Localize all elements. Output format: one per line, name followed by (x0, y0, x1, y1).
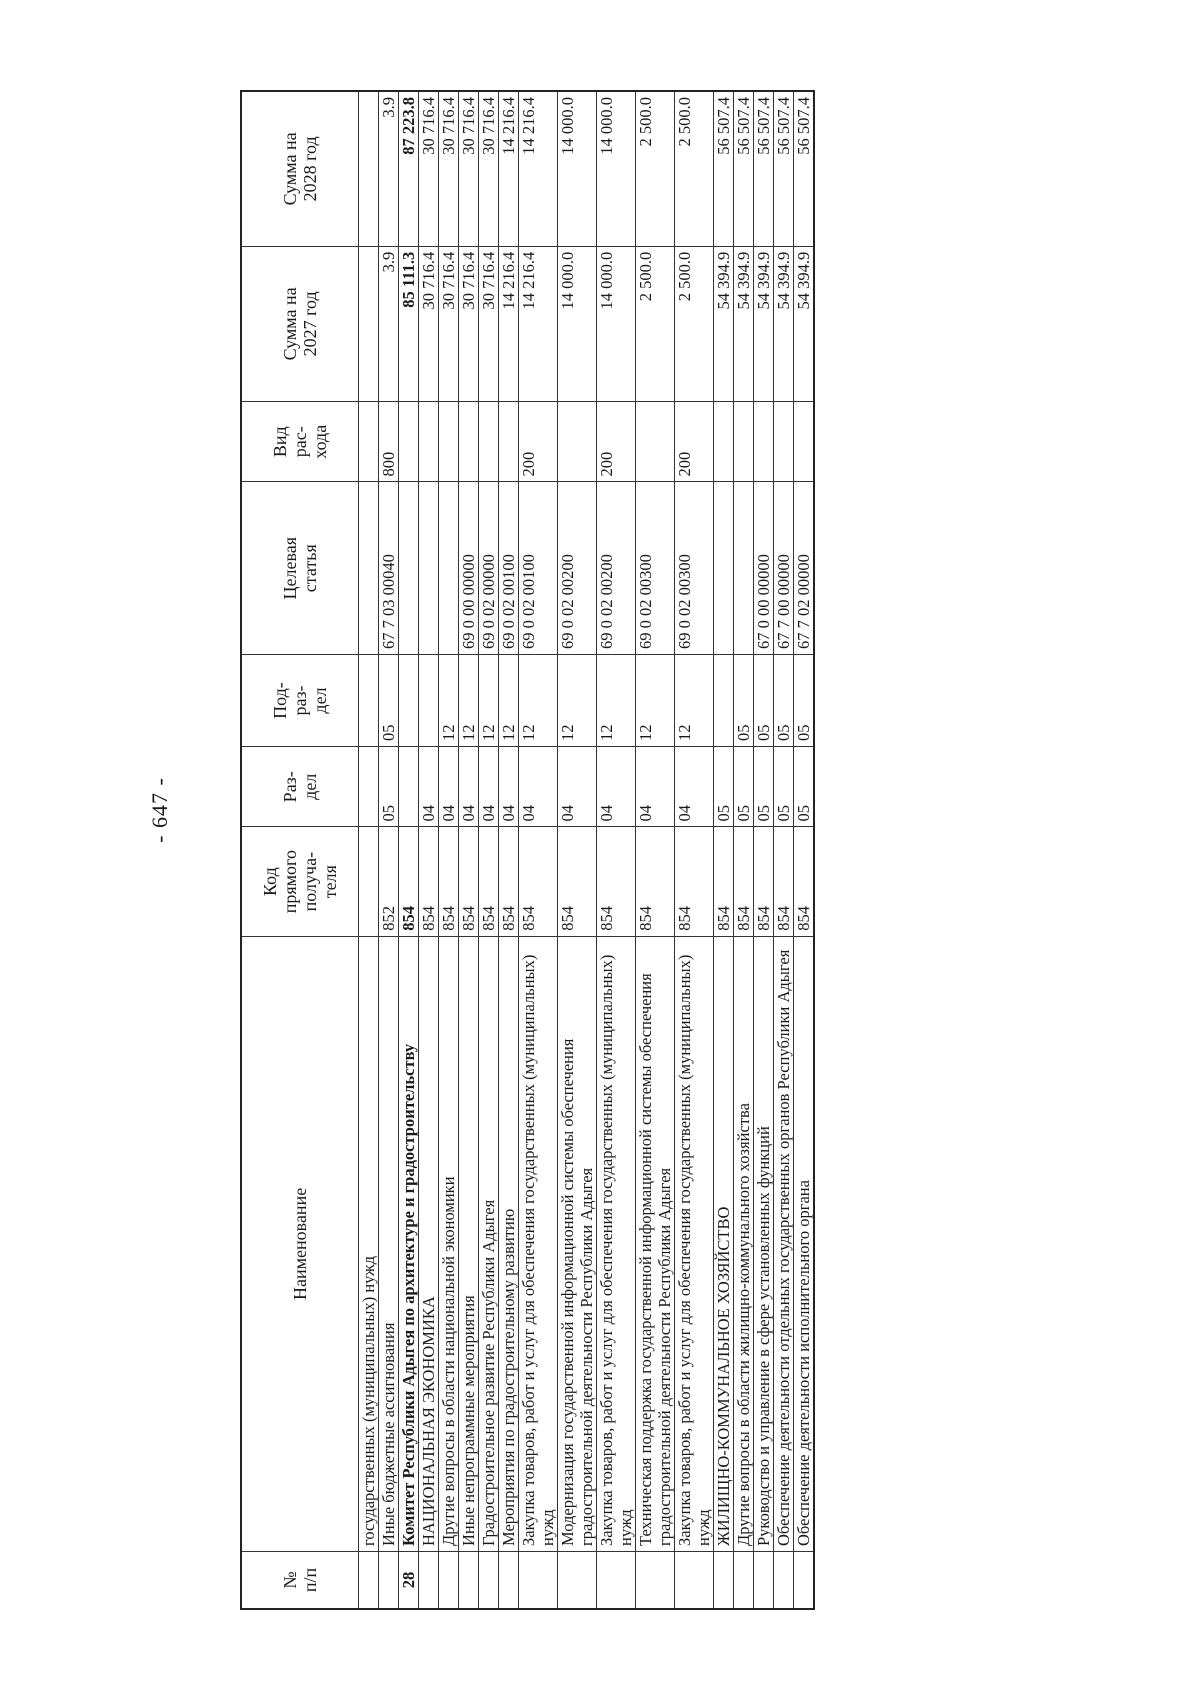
row-recipient-code: 854 (399, 827, 419, 936)
header-sum-2028: Сумма на 2028 год (241, 91, 359, 246)
row-target-article: 69 0 02 00100 (519, 482, 558, 655)
row-section: 04 (519, 747, 558, 828)
row-subsection: 05 (734, 655, 754, 747)
row-sum-2027: 14 000.0 (558, 246, 597, 401)
row-sum-2027: 2 500.0 (675, 246, 714, 401)
row-sum-2028: 14 216.4 (499, 91, 519, 246)
row-target-article (399, 482, 419, 655)
row-expense-type (479, 402, 499, 483)
row-section: 05 (734, 747, 754, 828)
row-name: государственных (муниципальных) нужд (359, 936, 379, 1551)
row-expense-type (419, 402, 439, 483)
row-recipient-code: 854 (558, 827, 597, 936)
row-recipient-code: 854 (479, 827, 499, 936)
row-subsection (359, 655, 379, 747)
row-name: Иные непрограммные мероприятия (459, 936, 479, 1551)
row-index (379, 1552, 399, 1610)
row-expense-type: 200 (597, 402, 636, 483)
row-sum-2028: 2 500.0 (636, 91, 675, 246)
row-target-article (439, 482, 459, 655)
row-target-article: 67 7 00 00000 (774, 482, 794, 655)
row-name: Градостроительное развитие Республики Адыгея (479, 936, 499, 1551)
row-section: 04 (439, 747, 459, 828)
row-sum-2027: 30 716.4 (459, 246, 479, 401)
row-recipient-code: 854 (794, 827, 815, 936)
table-row (636, 91, 675, 1609)
row-sum-2027: 2 500.0 (636, 246, 675, 401)
table-row (439, 91, 459, 1609)
row-sum-2027: 14 000.0 (597, 246, 636, 401)
row-target-article: 69 0 02 00000 (479, 482, 499, 655)
row-sum-2028: 2 500.0 (675, 91, 714, 246)
row-index (519, 1552, 558, 1610)
row-recipient-code (359, 827, 379, 936)
row-recipient-code: 854 (675, 827, 714, 936)
row-section: 05 (754, 747, 774, 828)
row-sum-2028: 30 716.4 (459, 91, 479, 246)
header-name: Наименование (241, 936, 359, 1551)
row-sum-2027: 30 716.4 (419, 246, 439, 401)
row-sum-2027: 54 394.9 (774, 246, 794, 401)
header-sum-2027: Сумма на 2027 год (241, 246, 359, 401)
row-subsection: 12 (439, 655, 459, 747)
row-name: Обеспечение деятельности исполнительного органа (794, 936, 815, 1551)
row-recipient-code: 854 (597, 827, 636, 936)
row-recipient-code: 854 (636, 827, 675, 936)
row-name: Комитет Республики Адыгея по архитектуре и градостроительству (399, 936, 419, 1551)
row-name: Обеспечение деятельности отдельных государственных органов Республики Адыгея (774, 936, 794, 1551)
row-sum-2028 (359, 91, 379, 246)
row-sum-2027: 54 394.9 (714, 246, 734, 401)
row-section (359, 747, 379, 828)
row-section: 05 (379, 747, 399, 828)
row-index (675, 1552, 714, 1610)
row-expense-type (359, 402, 379, 483)
row-recipient-code: 854 (734, 827, 754, 936)
table-header-row (241, 91, 359, 1609)
row-section: 04 (675, 747, 714, 828)
row-target-article: 67 0 00 00000 (754, 482, 774, 655)
row-subsection: 12 (597, 655, 636, 747)
row-index (359, 1552, 379, 1610)
row-name: Закупка товаров, работ и услуг для обеспечения государственных (муниципальных) нужд (597, 936, 636, 1551)
row-index (774, 1552, 794, 1610)
row-subsection: 12 (479, 655, 499, 747)
row-sum-2028: 87 223.8 (399, 91, 419, 246)
row-sum-2028: 30 716.4 (419, 91, 439, 246)
row-sum-2027: 14 216.4 (499, 246, 519, 401)
row-section: 04 (479, 747, 499, 828)
row-section: 04 (459, 747, 479, 828)
row-sum-2028: 3.9 (379, 91, 399, 246)
table-row (399, 91, 419, 1609)
row-subsection: 12 (675, 655, 714, 747)
table-row (499, 91, 519, 1609)
row-sum-2028: 56 507.4 (714, 91, 734, 246)
header-expense-type: Вид рас- хода (241, 402, 359, 483)
row-expense-type (714, 402, 734, 483)
row-subsection: 12 (519, 655, 558, 747)
header-target: Целевая статья (241, 482, 359, 655)
header-section: Раз- дел (241, 747, 359, 828)
row-name: Закупка товаров, работ и услуг для обеспечения государственных (муниципальных) нужд (675, 936, 714, 1551)
row-expense-type (734, 402, 754, 483)
row-subsection: 12 (459, 655, 479, 747)
row-section: 04 (558, 747, 597, 828)
row-sum-2027 (359, 246, 379, 401)
table-row (359, 91, 379, 1609)
table-row (754, 91, 774, 1609)
row-target-article: 67 7 02 00000 (794, 482, 815, 655)
row-expense-type (754, 402, 774, 483)
row-sum-2027: 54 394.9 (754, 246, 774, 401)
row-index (459, 1552, 479, 1610)
row-subsection: 12 (499, 655, 519, 747)
page-number: - 647 - (147, 777, 172, 843)
budget-table (240, 90, 815, 1610)
row-subsection: 05 (379, 655, 399, 747)
row-section: 04 (597, 747, 636, 828)
row-name: Техническая поддержка государственной информационной системы обеспечения градостроительной деятельности Республики Адыгея (636, 936, 675, 1551)
table-row (597, 91, 636, 1609)
table-row (714, 91, 734, 1609)
row-subsection (399, 655, 419, 747)
row-recipient-code: 854 (499, 827, 519, 936)
table-row (459, 91, 479, 1609)
row-target-article: 69 0 02 00200 (558, 482, 597, 655)
table-body (359, 91, 815, 1609)
row-expense-type: 200 (519, 402, 558, 483)
row-sum-2027: 30 716.4 (479, 246, 499, 401)
row-subsection: 12 (558, 655, 597, 747)
row-expense-type (774, 402, 794, 483)
row-name: ЖИЛИЩНО-КОММУНАЛЬНОЕ ХОЗЯЙСТВО (714, 936, 734, 1551)
table-row (419, 91, 439, 1609)
row-sum-2028: 30 716.4 (439, 91, 459, 246)
row-sum-2028: 14 216.4 (519, 91, 558, 246)
row-name: Другие вопросы в области жилищно-коммунального хозяйства (734, 936, 754, 1551)
row-sum-2028: 56 507.4 (734, 91, 754, 246)
row-sum-2028: 14 000.0 (597, 91, 636, 246)
row-recipient-code: 852 (379, 827, 399, 936)
row-name: Другие вопросы в области национальной экономики (439, 936, 459, 1551)
row-expense-type (794, 402, 815, 483)
row-sum-2028: 56 507.4 (794, 91, 815, 246)
row-expense-type (439, 402, 459, 483)
table-row (774, 91, 794, 1609)
row-sum-2027: 54 394.9 (794, 246, 815, 401)
row-subsection: 05 (774, 655, 794, 747)
row-index (734, 1552, 754, 1610)
row-section: 04 (499, 747, 519, 828)
row-index (794, 1552, 815, 1610)
row-expense-type: 200 (675, 402, 714, 483)
row-sum-2027: 3.9 (379, 246, 399, 401)
row-index (419, 1552, 439, 1610)
row-sum-2027: 30 716.4 (439, 246, 459, 401)
row-target-article: 69 0 02 00200 (597, 482, 636, 655)
row-recipient-code: 854 (459, 827, 479, 936)
row-section: 04 (419, 747, 439, 828)
row-name: Закупка товаров, работ и услуг для обеспечения государственных (муниципальных) нужд (519, 936, 558, 1551)
row-recipient-code: 854 (439, 827, 459, 936)
row-recipient-code: 854 (419, 827, 439, 936)
row-section: 05 (794, 747, 815, 828)
row-sum-2027: 14 216.4 (519, 246, 558, 401)
row-section (399, 747, 419, 828)
row-target-article (419, 482, 439, 655)
row-recipient-code: 854 (519, 827, 558, 936)
row-name: Иные бюджетные ассигнования (379, 936, 399, 1551)
rotated-page-content (135, 90, 1065, 1610)
row-index (714, 1552, 734, 1610)
row-target-article (359, 482, 379, 655)
row-index (499, 1552, 519, 1610)
row-sum-2028: 30 716.4 (479, 91, 499, 246)
row-sum-2028: 56 507.4 (754, 91, 774, 246)
row-target-article (734, 482, 754, 655)
table-row (519, 91, 558, 1609)
row-sum-2028: 56 507.4 (774, 91, 794, 246)
row-index (754, 1552, 774, 1610)
row-recipient-code: 854 (714, 827, 734, 936)
row-target-article: 69 0 02 00300 (675, 482, 714, 655)
row-recipient-code: 854 (754, 827, 774, 936)
table-row (479, 91, 499, 1609)
row-section: 04 (636, 747, 675, 828)
row-sum-2028: 14 000.0 (558, 91, 597, 246)
row-sum-2027: 54 394.9 (734, 246, 754, 401)
row-subsection (714, 655, 734, 747)
row-target-article (714, 482, 734, 655)
row-target-article: 67 7 03 00040 (379, 482, 399, 655)
row-expense-type (636, 402, 675, 483)
row-index (558, 1552, 597, 1610)
table-row (675, 91, 714, 1609)
table-row (794, 91, 815, 1609)
header-subsection: Под- раз- дел (241, 655, 359, 747)
row-expense-type: 800 (379, 402, 399, 483)
row-index (636, 1552, 675, 1610)
row-target-article: 69 0 02 00300 (636, 482, 675, 655)
row-subsection: 05 (794, 655, 815, 747)
row-index (439, 1552, 459, 1610)
row-target-article: 69 0 02 00100 (499, 482, 519, 655)
row-name: НАЦИОНАЛЬНАЯ ЭКОНОМИКА (419, 936, 439, 1551)
row-expense-type (499, 402, 519, 483)
row-name: Мероприятия по градостроительному развитию (499, 936, 519, 1551)
row-target-article: 69 0 00 00000 (459, 482, 479, 655)
header-recipient: Код прямого получа- теля (241, 827, 359, 936)
header-index: № п/п (241, 1552, 359, 1610)
row-sum-2027: 85 111.3 (399, 246, 419, 401)
row-index: 28 (399, 1552, 419, 1610)
row-name: Руководство и управление в сфере установленных функций (754, 936, 774, 1551)
row-subsection: 12 (636, 655, 675, 747)
row-expense-type (558, 402, 597, 483)
row-expense-type (459, 402, 479, 483)
table-row (379, 91, 399, 1609)
table-row (734, 91, 754, 1609)
row-expense-type (399, 402, 419, 483)
row-section: 05 (714, 747, 734, 828)
row-subsection (419, 655, 439, 747)
row-section: 05 (774, 747, 794, 828)
row-name: Модернизация государственной информационной системы обеспечения градостроительной деятельности Республики Адыгея (558, 936, 597, 1551)
row-index (597, 1552, 636, 1610)
table-row (558, 91, 597, 1609)
row-subsection: 05 (754, 655, 774, 747)
row-index (479, 1552, 499, 1610)
row-recipient-code: 854 (774, 827, 794, 936)
